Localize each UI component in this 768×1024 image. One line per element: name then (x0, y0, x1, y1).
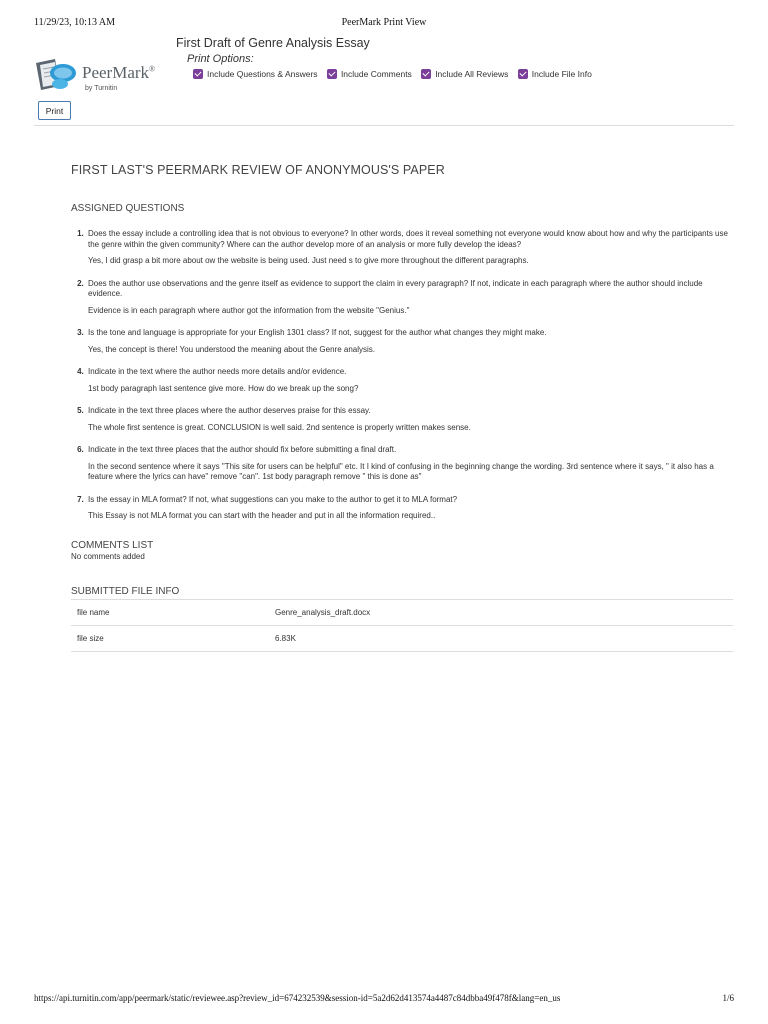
file-size-value: 6.83K (269, 625, 733, 651)
question-list (71, 229, 733, 522)
print-options-label: Print Options: (187, 53, 254, 65)
comments-heading: COMMENTS LIST (71, 539, 154, 551)
answer-text: In the second sentence where it says "This site for users can be helpful" etc. It I kind of confusing in the beginning change the wording. 3rd sentence where it says, " it also has a feature where the lyrics can have" remove "can". 1st body paragraph remove " this is done as" (88, 461, 714, 481)
peermark-logo (33, 54, 163, 98)
print-header (34, 17, 734, 31)
option-include-all-reviews[interactable]: Include All Reviews (421, 69, 508, 79)
question-text: 3. Is the tone and language is appropriate for your English 1301 class? If not, suggest for the author what changes they might make. (88, 328, 547, 337)
question-text: 5. Indicate in the text three places where the author deserves praise for this essay. (88, 406, 371, 415)
answer-text: Yes, I did grasp a bit more about ow the website is being used. Just need s to give more throughout the different paragraphs. (88, 256, 529, 265)
assignment-title: First Draft of Genre Analysis Essay (176, 36, 370, 50)
table-row (71, 625, 733, 651)
question-item (86, 367, 733, 394)
file-name-value: Genre_analysis_draft.docx (269, 599, 733, 625)
header-divider (34, 125, 734, 126)
include-all-reviews-checkbox[interactable] (421, 69, 431, 79)
assigned-questions-heading: ASSIGNED QUESTIONS (71, 203, 185, 214)
answer-text: Yes, the concept is there! You understood the meaning about the Genre analysis. (88, 344, 376, 354)
page-url: https://api.turnitin.com/app/peermark/static/reviewee.asp?review_id=674232539&session-id=5a2d62d413574a4487c84dbba49f478f&lang=en_us (34, 993, 561, 1003)
option-include-file-info[interactable]: Include File Info (518, 69, 592, 79)
question-item (86, 229, 733, 267)
answer-text: Evidence is in each paragraph where author got the information from the website "Genius." (88, 305, 410, 315)
question-item (86, 328, 733, 355)
answer-text: This Essay is not MLA format you can start with the header and put in all the information required.. (88, 511, 436, 520)
print-page-title: PeerMark Print View (341, 17, 427, 28)
question-text: 4. Indicate in the text where the author needs more details and/or evidence. (88, 367, 347, 376)
file-info-heading: SUBMITTED FILE INFO (71, 585, 180, 597)
include-questions-checkbox[interactable] (193, 69, 203, 79)
question-text: 6. Indicate in the text three places that the author should fix before submitting a final draft. (88, 445, 397, 454)
table-row (71, 599, 733, 625)
review-content (71, 163, 733, 652)
file-name-label: file name (71, 599, 269, 625)
file-info-table (71, 599, 733, 652)
peermark-logo-icon (33, 54, 79, 96)
question-item (86, 495, 733, 522)
logo-byline: by Turnitin (85, 85, 118, 92)
option-include-questions[interactable]: Include Questions & Answers (193, 69, 318, 79)
question-item (86, 279, 733, 317)
question-item (86, 445, 733, 483)
question-text: 7. Is the essay in MLA format? If not, what suggestions can you make to the author to get it to MLA format? (88, 494, 458, 504)
include-comments-checkbox[interactable] (327, 69, 337, 79)
answer-text: 1st body paragraph last sentence give more. How do we break up the song? (88, 383, 359, 393)
print-datetime: 11/29/23, 10:13 AM (34, 17, 116, 28)
print-options (193, 68, 599, 79)
question-item (86, 406, 733, 433)
option-include-comments[interactable]: Include Comments (327, 69, 412, 79)
question-text: 1. Does the essay include a controlling idea that is not obvious to everyone? In other words, does it reveal something not everyone would know about how and why the participants use the genre within the given community? Where can the author develop more of an analysis or more fully develop the ideas? (88, 229, 728, 249)
peermark-wordmark: PeerMark® (82, 63, 156, 82)
include-file-info-checkbox[interactable] (518, 69, 528, 79)
review-title: FIRST LAST'S PEERMARK REVIEW OF ANONYMOUS'S PAPER (71, 163, 445, 177)
question-text: 2. Does the author use observations and the genre itself as evidence to support the claim in every paragraph? If not, indicate in each paragraph where the author should include evidence. (88, 278, 703, 298)
no-comments-text: No comments added (71, 551, 145, 561)
page-number: 1/6 (722, 993, 734, 1003)
print-footer (34, 993, 734, 1005)
print-button[interactable]: Print (38, 101, 71, 120)
file-size-label: file size (71, 625, 269, 651)
answer-text: The whole first sentence is great. CONCLUSION is well said. 2nd sentence is properly written makes sense. (88, 422, 471, 432)
